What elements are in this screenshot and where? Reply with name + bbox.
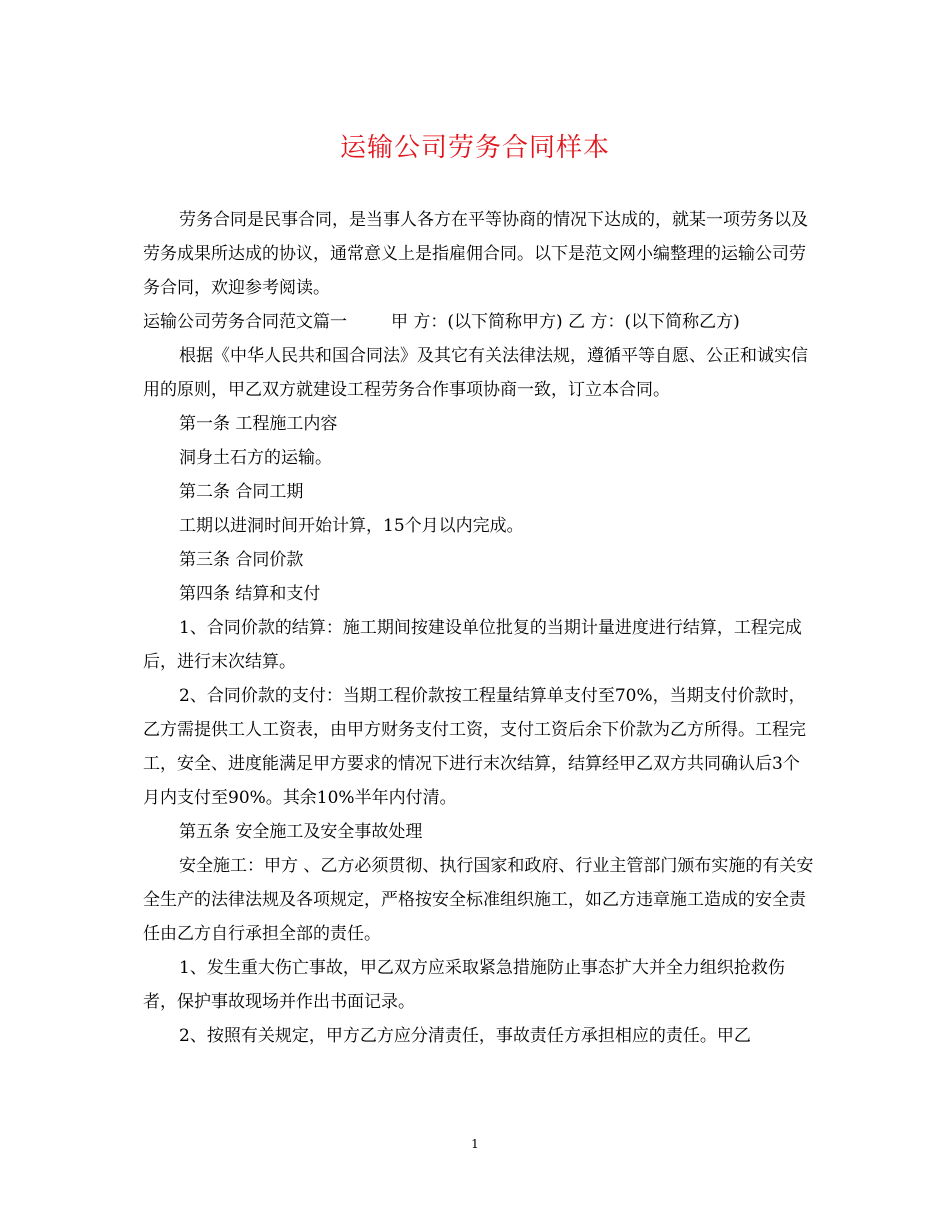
page-number: 1 bbox=[471, 1137, 479, 1151]
article-5-safety: 安全施工：甲方 、乙方必须贯彻、执行国家和政府、行业主管部门颁布实施的有关安全生产的法律法规及各项规定，严格按安全标准组织施工，如乙方违章施工造成的安全责任由乙方自行承担全部的责任。 bbox=[143, 856, 814, 944]
sample-heading-line bbox=[143, 305, 815, 339]
article-5-heading: 第五条 安全施工及安全事故处理 bbox=[179, 822, 423, 842]
article-4-clause-2: 2、合同价款的支付：当期工程价款按工程量结算单支付至70%，当期支付价款时，乙方需提供工人工资表，由甲方财务支付工资，支付工资后余下价款为乙方所得。工程完工，安全、进度能满足甲方要求的情况下进行末次结算，结算经甲乙双方共同确认后3个月内支付至90%。其余10%半年内付清。 bbox=[143, 686, 806, 808]
article-2-heading: 第二条 合同工期 bbox=[179, 482, 304, 502]
article-1-content: 洞身土石方的运输。 bbox=[179, 448, 332, 468]
document-body bbox=[143, 203, 815, 1053]
article-5-clause-1: 1、发生重大伤亡事故，甲乙双方应采取紧急措施防止事态扩大并全力组织抢救伤者，保护事故现场并作出书面记录。 bbox=[143, 958, 785, 1012]
article-3-heading: 第三条 合同价款 bbox=[179, 550, 304, 570]
parties-line: 甲 方：(以下简称甲方) 乙 方：(以下简称乙方) bbox=[391, 312, 740, 332]
intro-paragraph: 劳务合同是民事合同，是当事人各方在平等协商的情况下达成的，就某一项劳务以及劳务成果所达成的协议，通常意义上是指雇佣合同。以下是范文网小编整理的运输公司劳务合同，欢迎参考阅读。 bbox=[143, 210, 808, 298]
document-title: 运输公司劳务合同样本 bbox=[339, 133, 610, 163]
article-1-heading: 第一条 工程施工内容 bbox=[179, 414, 338, 434]
article-2-content: 工期以进洞时间开始计算，15个月以内完成。 bbox=[179, 516, 524, 536]
preamble-paragraph: 根据《中华人民共和国合同法》及其它有关法律法规，遵循平等自愿、公正和诚实信用的原则，甲乙双方就建设工程劳务合作事项协商一致，订立本合同。 bbox=[143, 346, 808, 400]
article-4-heading: 第四条 结算和支付 bbox=[179, 584, 321, 604]
article-5-clause-2: 2、按照有关规定，甲方乙方应分清责任，事故责任方承担相应的责任。甲乙 bbox=[179, 1026, 751, 1046]
article-4-clause-1: 1、合同价款的结算：施工期间按建设单位批复的当期计量进度进行结算，工程完成后，进行末次结算。 bbox=[143, 618, 802, 672]
sample-heading: 运输公司劳务合同范文篇一 bbox=[143, 312, 347, 332]
